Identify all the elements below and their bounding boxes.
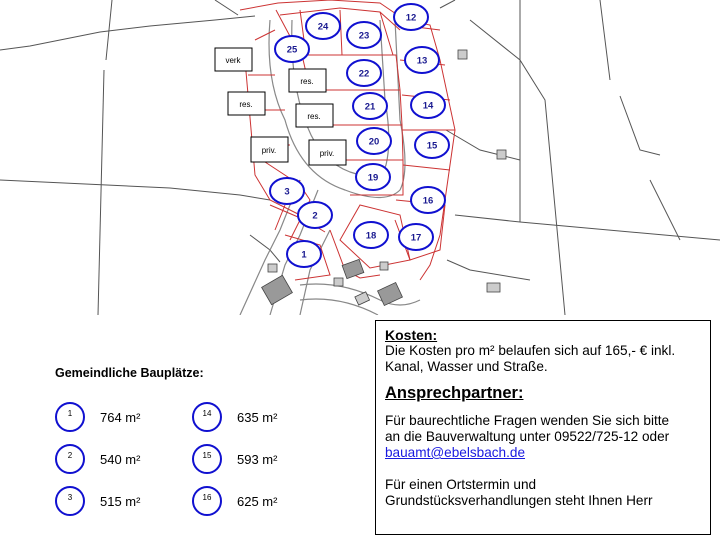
plot-number: 14 bbox=[422, 100, 434, 112]
reserved-box-priv bbox=[251, 137, 288, 162]
svg-text:verk: verk bbox=[225, 56, 241, 65]
plot-circle-icon: 3 bbox=[55, 486, 85, 516]
plot-marker-15 bbox=[415, 132, 449, 158]
legend-item bbox=[55, 486, 195, 520]
plot-number: 1 bbox=[301, 249, 307, 261]
contact-text-line-1: Für baurechtliche Fragen wenden Sie sich bitte bbox=[385, 413, 670, 428]
costs-heading: Kosten: bbox=[385, 327, 438, 343]
plot-area: 764 m² bbox=[100, 410, 141, 425]
costs-text-line-2: Kanal, Wasser und Straße. bbox=[385, 359, 548, 374]
plot-marker-18 bbox=[354, 222, 388, 248]
contact-text-line-2: an die Bauverwaltung unter 09522/725-12 oder bbox=[385, 429, 670, 444]
plot-number: 22 bbox=[358, 68, 370, 80]
plot-number: 23 bbox=[358, 30, 370, 42]
plot-number: 19 bbox=[367, 172, 379, 184]
plot-circle-icon: 2 bbox=[55, 444, 85, 474]
plot-number: 20 bbox=[368, 136, 380, 148]
reserved-box-res bbox=[296, 104, 333, 127]
svg-text:res.: res. bbox=[239, 100, 253, 109]
reserved-box-res bbox=[289, 69, 326, 92]
legend-item bbox=[55, 444, 195, 478]
plot-circle-icon: 1 bbox=[55, 402, 85, 432]
svg-text:res.: res. bbox=[300, 77, 314, 86]
legend-item bbox=[192, 444, 332, 478]
plot-number: 2 bbox=[312, 210, 318, 222]
plot-number: 16 bbox=[422, 195, 434, 207]
plot-number: 3 bbox=[284, 186, 290, 198]
plot-marker-14 bbox=[411, 92, 445, 118]
reserved-boxes bbox=[215, 48, 346, 165]
legend-item bbox=[192, 486, 332, 520]
plot-number: 21 bbox=[364, 101, 376, 113]
svg-text:priv.: priv. bbox=[261, 146, 277, 155]
reserved-box-verk bbox=[215, 48, 252, 71]
plot-area: 593 m² bbox=[237, 452, 278, 467]
plot-circle-icon: 16 bbox=[192, 486, 222, 516]
plot-circle-icon: 15 bbox=[192, 444, 222, 474]
reserved-box-priv bbox=[309, 140, 346, 165]
plot-marker-1 bbox=[287, 241, 321, 267]
plot-marker-3 bbox=[270, 178, 304, 204]
appointment-text-line-1: Für einen Ortstermin und bbox=[385, 477, 537, 492]
legend-item bbox=[55, 402, 195, 436]
plot-marker-20 bbox=[357, 128, 391, 154]
plot-number: 12 bbox=[405, 12, 417, 24]
plot-number: 18 bbox=[365, 230, 377, 242]
plot-marker-22 bbox=[347, 60, 381, 86]
appointment-text-line-2: Grundstücksverhandlungen steht Ihnen Herr bbox=[385, 493, 653, 508]
plot-area: 540 m² bbox=[100, 452, 141, 467]
plot-marker-19 bbox=[356, 164, 390, 190]
plot-marker-2 bbox=[298, 202, 332, 228]
plot-number: 24 bbox=[317, 21, 329, 33]
plot-marker-21 bbox=[353, 93, 387, 119]
plot-area: 625 m² bbox=[237, 494, 278, 509]
plot-marker-12 bbox=[394, 4, 428, 30]
plot-marker-25 bbox=[275, 36, 309, 62]
plot-number: 13 bbox=[416, 55, 428, 67]
plot-circle-icon: 14 bbox=[192, 402, 222, 432]
plot-marker-16 bbox=[411, 187, 445, 213]
costs-text-line-1: Die Kosten pro m² belaufen sich auf 165,- € inkl. bbox=[385, 343, 676, 358]
legend-title: Gemeindliche Bauplätze: bbox=[55, 366, 204, 380]
svg-text:priv.: priv. bbox=[319, 149, 335, 158]
plot-marker-23 bbox=[347, 22, 381, 48]
plot-number: 25 bbox=[286, 44, 298, 56]
contact-email-link[interactable]: bauamt@ebelsbach.de bbox=[385, 445, 526, 460]
info-box bbox=[375, 320, 711, 535]
plot-number: 15 bbox=[426, 140, 438, 152]
svg-text:res.: res. bbox=[307, 112, 321, 121]
reserved-box-res bbox=[228, 92, 265, 115]
plot-marker-24 bbox=[306, 13, 340, 39]
plot-markers bbox=[270, 4, 449, 267]
plot-marker-17 bbox=[399, 224, 433, 250]
plot-area: 515 m² bbox=[100, 494, 141, 509]
plot-marker-13 bbox=[405, 47, 439, 73]
roads bbox=[240, 20, 420, 315]
plot-number: 17 bbox=[410, 232, 422, 244]
plot-area: 635 m² bbox=[237, 410, 278, 425]
legend-item bbox=[192, 402, 332, 436]
contact-heading: Ansprechpartner: bbox=[385, 384, 524, 402]
